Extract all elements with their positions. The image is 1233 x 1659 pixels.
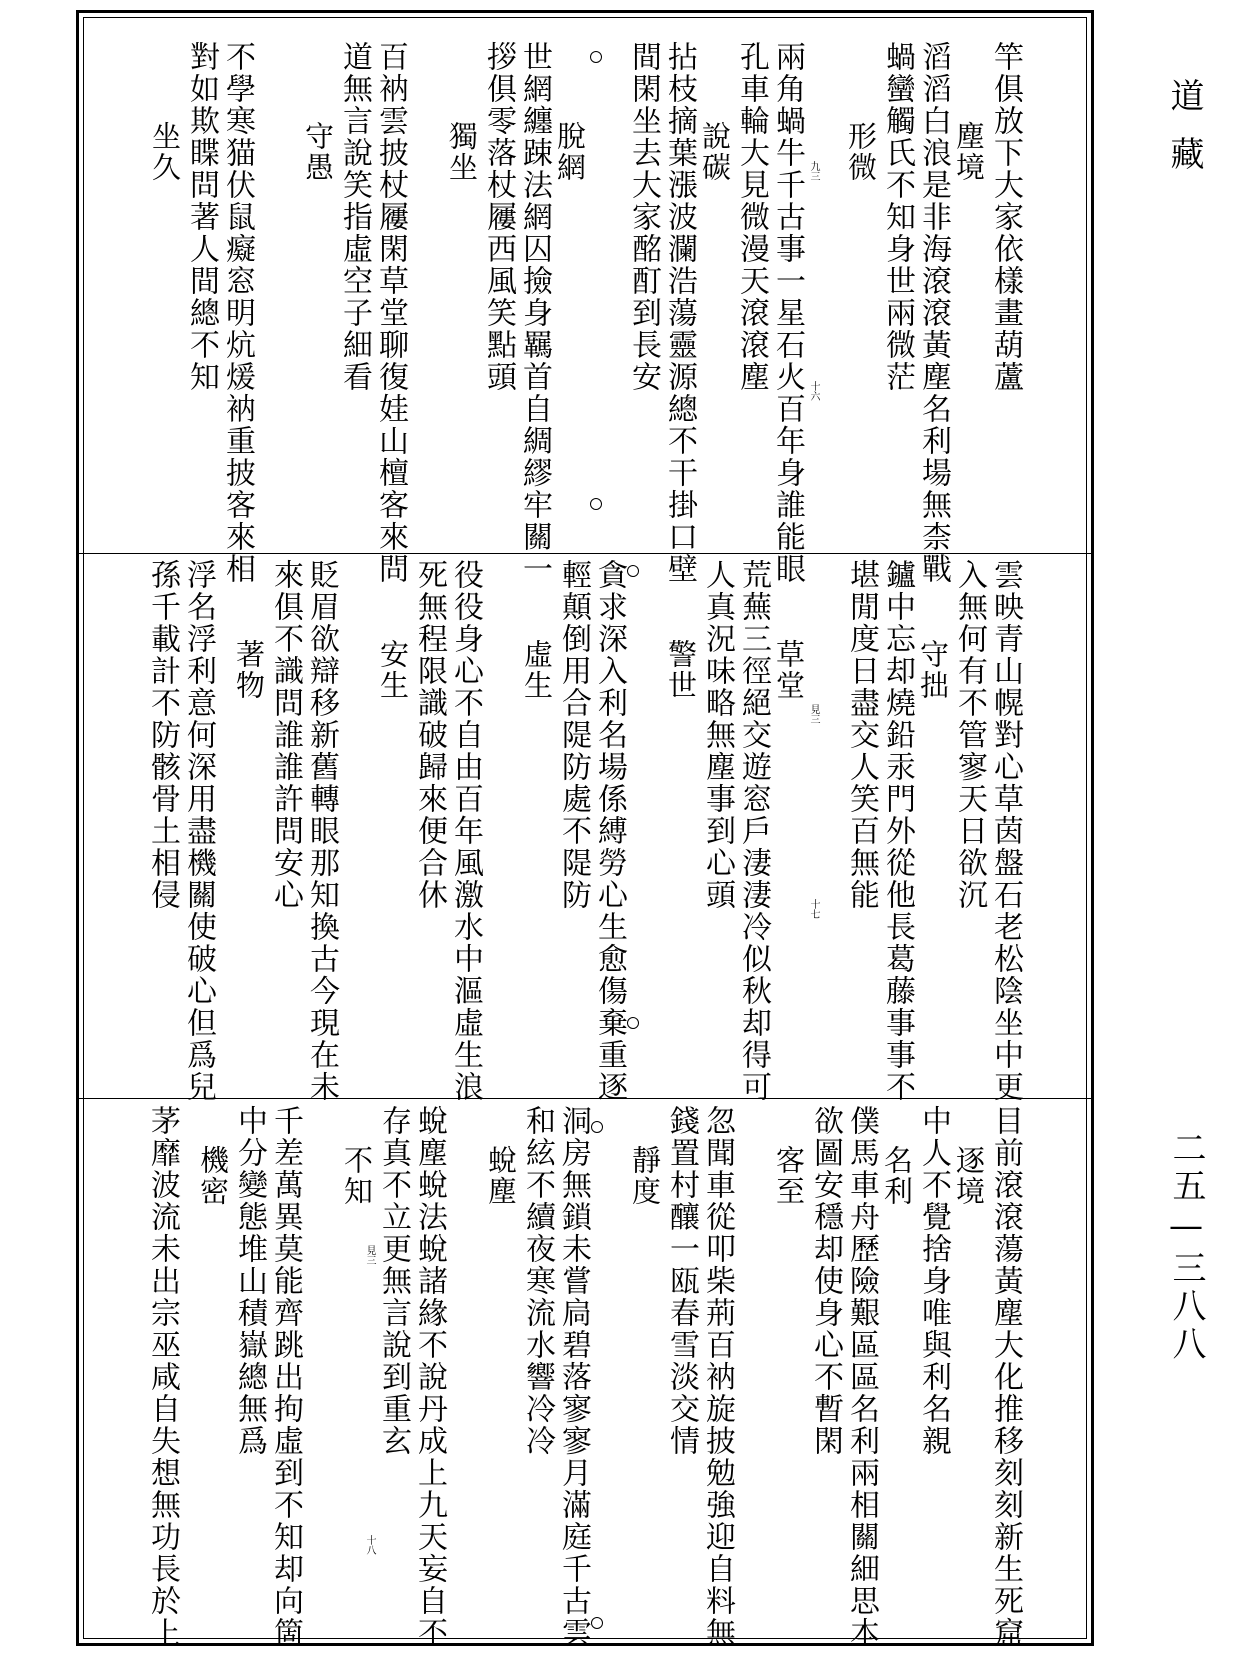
text-column: 入無何有不管寥天日欲沉: [952, 559, 987, 911]
poem-title: 說碳: [698, 121, 732, 183]
text-column: 人真況味略無塵事到心頭: [700, 559, 735, 911]
poem-title: 草堂: [772, 639, 806, 701]
poem-title: 機密: [196, 1145, 230, 1207]
text-column: 孫千載計不防骸骨土相侵: [145, 559, 180, 911]
poem-title: 不知: [340, 1145, 374, 1207]
poem-title: 安生: [376, 639, 410, 701]
poem-title: 著物: [232, 639, 266, 701]
poem-title: 守愚: [301, 121, 335, 183]
poem-title: 塵境: [952, 121, 986, 183]
page-frame: [76, 10, 1094, 1649]
margin-note: 見三: [364, 1245, 375, 1265]
poem-title: 逐境: [952, 1145, 986, 1207]
text-column: 蛻塵蛻法蛻諸緣不說丹成上九天妄自不: [412, 1105, 447, 1649]
text-column: 荒蕪三徑絕交遊窓戶淒淒冷似秋却得可: [736, 559, 771, 1103]
book-title-text: 道藏: [1164, 78, 1204, 194]
text-column: 存真不立更無言說到重玄: [376, 1105, 411, 1457]
poem-title: 靜度: [628, 1145, 662, 1207]
text-column: 雲映青山幌對心草茵盤石老松陰坐中更: [988, 559, 1023, 1103]
book-title: [1160, 78, 1209, 194]
punctuation-circle: [627, 565, 639, 577]
poem-title: 形微: [844, 121, 878, 183]
poem-title: 蛻塵: [484, 1145, 518, 1207]
margin-note: 十七: [808, 899, 819, 919]
text-column: 目前滾滾蕩黃塵大化推移刻刻新生死窟: [988, 1105, 1023, 1649]
text-column: 中人不覺捨身唯與利名親: [916, 1105, 951, 1457]
punctuation-circle: [627, 1017, 639, 1029]
margin-note: 見三: [808, 704, 819, 724]
text-column: 對如欺䁋問著人間總不知: [184, 41, 219, 393]
text-column: 拶俱零落杖屨西風笑點頭: [481, 41, 516, 393]
text-column: 錢置村釀一瓯春雪淡交情: [664, 1105, 699, 1457]
poem-title: 獨坐: [445, 121, 479, 183]
text-column: 貶眉欲辯移新舊轉眼那知換古今現在未: [304, 559, 339, 1103]
punctuation-circle: [590, 51, 602, 63]
margin-note: 九三: [808, 161, 819, 181]
text-column: 孔車輪大見微漫天滾滾塵: [734, 41, 769, 393]
text-column: 貪求深入利名場係縛勞心生愈傷棄重逐: [592, 559, 627, 1103]
text-column: 茅靡波流未出宗巫咸自失想無功長於上: [145, 1105, 180, 1649]
punctuation-circle: [591, 1121, 603, 1133]
text-column: 堪閒度日盡交人笑百無能: [844, 559, 879, 911]
text-column: 道無言說笑指虛空子細看: [337, 41, 372, 393]
text-column: 浮名浮利意何深用盡機關使破心但爲兒: [181, 559, 216, 1103]
margin-note: 十六: [808, 381, 819, 401]
text-column: 役役身心不自由百年風激水中漚虛生浪: [448, 559, 483, 1103]
page-number: 二五—三八八: [1166, 1130, 1206, 1364]
text-column: 輕顛倒用合隄防處不隄防: [556, 559, 591, 911]
text-column: 中分變態堆山積嶽總無爲: [232, 1105, 267, 1457]
panel-divider-2: [79, 1098, 1091, 1099]
margin-note: 十八: [364, 1535, 375, 1555]
poem-title: 名利: [880, 1145, 914, 1207]
text-column: 拈枝摘葉漲波瀾浩蕩靈源總不干掛口壁: [662, 41, 697, 585]
text-column: 兩角蝸牛千古事一星石火百年身誰能眼: [770, 41, 805, 585]
text-column: 百衲雲披杖屨閑草堂聊復娃山檀客來問: [373, 41, 408, 585]
punctuation-circle: [591, 1617, 603, 1629]
text-column: 和絃不續夜寒流水響冷冷: [520, 1105, 555, 1457]
text-column: 忽聞車從叩柴荊百衲旋披勉強迎自料無: [700, 1105, 735, 1649]
poem-title: 坐久: [148, 121, 182, 183]
text-column: 僕馬車舟歷險艱區區名利兩相關細思本: [844, 1105, 879, 1649]
text-column: 鑪中忘却燒鉛汞門外從他長葛藤事事不: [880, 559, 915, 1103]
text-column: 千差萬異莫能齊跳出拘虛到不知却向箇: [268, 1105, 303, 1649]
poem-title: 脫網: [553, 121, 587, 183]
text-column: 死無程限識破歸來便合休: [412, 559, 447, 911]
poem-title: 客至: [772, 1145, 806, 1207]
punctuation-circle: [590, 498, 602, 510]
text-column: 欲圖安穩却使身心不暫閑: [808, 1105, 843, 1457]
text-column: 間閑坐去大家酩酊到長安: [626, 41, 661, 393]
poem-title: 守拙: [916, 639, 950, 701]
poem-title: 虛生: [520, 639, 554, 701]
text-column: 蝸蠻觸氏不知身世兩微茫: [880, 41, 915, 393]
text-column: 竿俱放下大家依樣畫葫蘆: [988, 41, 1023, 393]
text-column: 來俱不識問誰誰許問安心: [268, 559, 303, 911]
text-column: 滔滔白浪是非海滾滾黃塵名利場無柰戰: [916, 41, 951, 585]
text-column: 洞房無鎖未嘗扃碧落寥寥月滿庭千古雲: [556, 1105, 591, 1649]
text-column: 不學寒猫伏鼠癡窓明炕煖衲重披客來相: [220, 41, 255, 585]
poem-title: 警世: [664, 639, 698, 701]
text-column: 世網纏踈法網囚撿身羈首自綢繆牢關一: [517, 41, 552, 585]
